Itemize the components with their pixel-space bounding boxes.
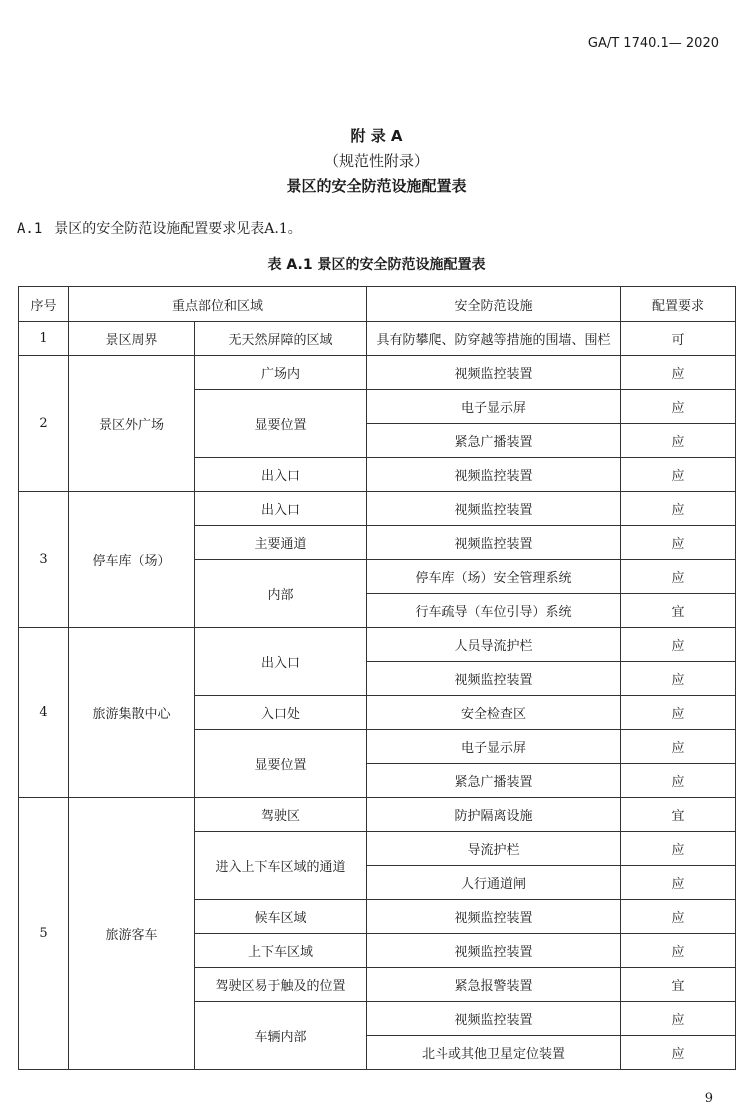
row-facility: 视频监控装置 — [367, 1002, 621, 1036]
row-subarea: 主要通道 — [195, 526, 367, 560]
row-facility: 电子显示屏 — [367, 390, 621, 424]
header-seq: 序号 — [19, 287, 69, 322]
row-facility: 紧急报警装置 — [367, 968, 621, 1002]
row-facility: 视频监控装置 — [367, 934, 621, 968]
row-facility: 人员导流护栏 — [367, 628, 621, 662]
row-seq: 2 — [19, 356, 69, 492]
row-subarea: 上下车区域 — [195, 934, 367, 968]
row-facility: 具有防攀爬、防穿越等措施的围墙、围栏 — [367, 322, 621, 356]
row-subarea: 内部 — [195, 560, 367, 628]
appendix-name: 景区的安全防范设施配置表 — [286, 177, 467, 195]
row-area: 停车库（场） — [69, 492, 195, 628]
row-requirement: 应 — [621, 730, 736, 764]
table-row — [19, 322, 736, 356]
row-requirement: 宜 — [621, 594, 736, 628]
row-requirement: 应 — [621, 424, 736, 458]
row-requirement: 应 — [621, 1002, 736, 1036]
configuration-table — [18, 286, 736, 1070]
table-row — [19, 628, 736, 662]
row-area: 旅游客车 — [69, 798, 195, 1070]
row-requirement: 宜 — [621, 798, 736, 832]
appendix-title: 附 录 A — [350, 127, 403, 145]
row-area: 景区外广场 — [69, 356, 195, 492]
row-facility: 安全检查区 — [367, 696, 621, 730]
row-requirement: 可 — [621, 322, 736, 356]
row-facility: 视频监控装置 — [367, 526, 621, 560]
row-facility: 视频监控装置 — [367, 458, 621, 492]
table-row — [19, 798, 736, 832]
clause-number: A.1 — [17, 221, 43, 237]
row-subarea: 出入口 — [195, 458, 367, 492]
row-facility: 视频监控装置 — [367, 900, 621, 934]
row-subarea: 无天然屏障的区域 — [195, 322, 367, 356]
row-requirement: 应 — [621, 764, 736, 798]
row-seq: 4 — [19, 628, 69, 798]
row-area: 旅游集散中心 — [69, 628, 195, 798]
row-facility: 行车疏导（车位引导）系统 — [367, 594, 621, 628]
row-subarea: 显要位置 — [195, 390, 367, 458]
row-requirement: 应 — [621, 832, 736, 866]
row-facility: 停车库（场）安全管理系统 — [367, 560, 621, 594]
row-requirement: 应 — [621, 390, 736, 424]
row-facility: 紧急广播装置 — [367, 764, 621, 798]
clause-a1 — [17, 218, 302, 238]
table-header-row — [19, 287, 736, 322]
row-subarea: 车辆内部 — [195, 1002, 367, 1070]
table-caption: 表 A.1 景区的安全防范设施配置表 — [267, 257, 486, 273]
row-facility: 视频监控装置 — [367, 492, 621, 526]
row-seq: 1 — [19, 322, 69, 356]
row-subarea: 驾驶区 — [195, 798, 367, 832]
row-subarea: 显要位置 — [195, 730, 367, 798]
appendix-type: （规范性附录） — [323, 152, 429, 170]
row-requirement: 应 — [621, 696, 736, 730]
standard-code: GA/T 1740.1— 2020 — [587, 36, 719, 51]
header-facility: 安全防范设施 — [367, 287, 621, 322]
row-subarea: 驾驶区易于触及的位置 — [195, 968, 367, 1002]
row-facility: 人行通道闸 — [367, 866, 621, 900]
row-facility: 紧急广播装置 — [367, 424, 621, 458]
row-facility: 北斗或其他卫星定位装置 — [367, 1036, 621, 1070]
row-subarea: 出入口 — [195, 492, 367, 526]
row-subarea: 进入上下车区域的通道 — [195, 832, 367, 900]
row-subarea: 入口处 — [195, 696, 367, 730]
row-facility: 视频监控装置 — [367, 662, 621, 696]
row-subarea: 候车区域 — [195, 900, 367, 934]
row-facility: 电子显示屏 — [367, 730, 621, 764]
table-row — [19, 356, 736, 390]
row-requirement: 应 — [621, 492, 736, 526]
row-facility: 防护隔离设施 — [367, 798, 621, 832]
row-requirement: 应 — [621, 356, 736, 390]
row-seq: 5 — [19, 798, 69, 1070]
row-requirement: 应 — [621, 526, 736, 560]
row-requirement: 应 — [621, 560, 736, 594]
row-facility: 视频监控装置 — [367, 356, 621, 390]
row-seq: 3 — [19, 492, 69, 628]
clause-text: 景区的安全防范设施配置要求见表A.1。 — [54, 221, 302, 237]
row-requirement: 应 — [621, 934, 736, 968]
row-requirement: 应 — [621, 662, 736, 696]
row-facility: 导流护栏 — [367, 832, 621, 866]
row-requirement: 应 — [621, 1036, 736, 1070]
row-subarea: 广场内 — [195, 356, 367, 390]
page-number: 9 — [704, 1091, 713, 1106]
row-requirement: 应 — [621, 628, 736, 662]
row-subarea: 出入口 — [195, 628, 367, 696]
row-requirement: 应 — [621, 900, 736, 934]
row-area: 景区周界 — [69, 322, 195, 356]
row-requirement: 宜 — [621, 968, 736, 1002]
table-row — [19, 492, 736, 526]
row-requirement: 应 — [621, 866, 736, 900]
header-location: 重点部位和区域 — [69, 287, 367, 322]
row-requirement: 应 — [621, 458, 736, 492]
header-requirement: 配置要求 — [621, 287, 736, 322]
